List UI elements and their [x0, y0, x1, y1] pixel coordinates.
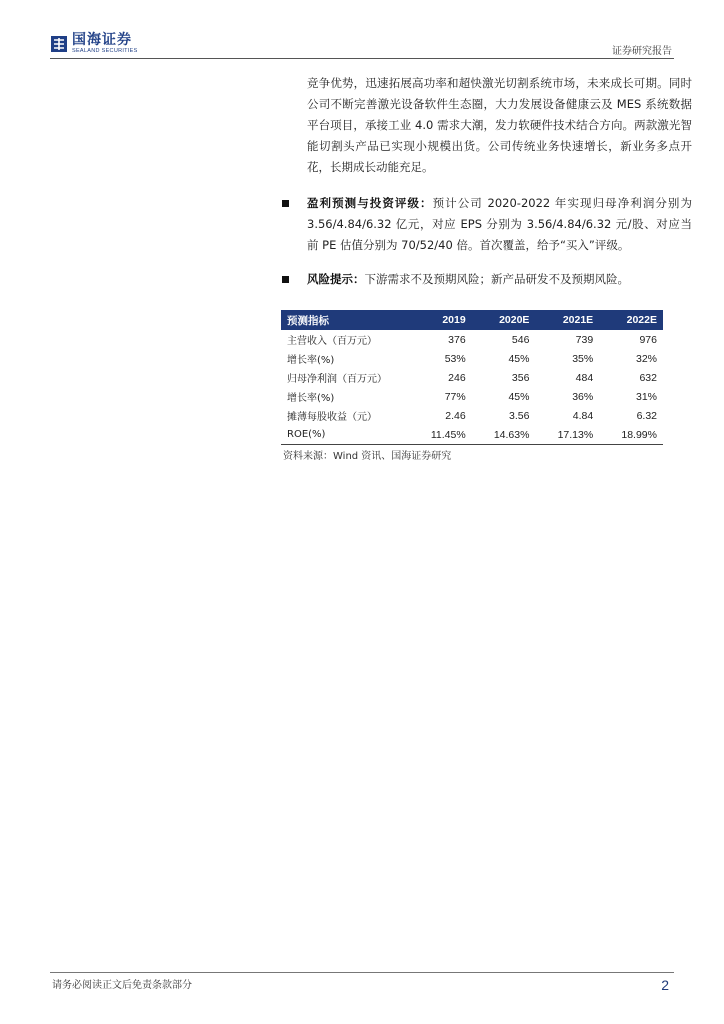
bullet-title: 风险提示： — [307, 272, 365, 286]
body-paragraph: 竞争优势，迅速拓展高功率和超快激光切割系统市场，未来成长可期。同时公司不断完善激光设备软件生态圈，大力发展设备健康云及 MES 系统数据平台项目，承接工业 4.0 需求大潮，发力软硬件技术结合方向。两款激光智能切割头产品已实现小规模出货。公司传统业务快速增长，新业务多点开花，长期成长动能充足。 — [307, 76, 692, 174]
table-cell: 246 — [448, 371, 466, 384]
table-header-cell: 2021E — [535, 310, 599, 330]
bullet-title: 盈利预测与投资评级： — [307, 196, 433, 210]
square-bullet-icon — [282, 200, 289, 207]
table-cell: 976 — [639, 333, 657, 346]
table-cell: 摊薄每股收益（元） — [287, 412, 377, 423]
table-row — [281, 330, 663, 349]
table-source-note: 资料来源：Wind 资讯、国海证券研究 — [283, 451, 452, 462]
table-row — [281, 406, 663, 425]
table-cell: 增长率(%) — [287, 393, 335, 404]
page-number: 2 — [661, 977, 669, 993]
table-cell: 356 — [511, 371, 530, 384]
table-header-cell: 预测指标 — [281, 310, 409, 330]
square-bullet-icon — [282, 276, 289, 283]
table-cell: 45% — [508, 390, 530, 403]
table-cell: 632 — [639, 371, 657, 384]
report-type-label: 证券研究报告 — [612, 46, 672, 57]
table-cell: 31% — [635, 390, 657, 403]
table-cell: 484 — [575, 371, 594, 384]
page-header — [0, 0, 724, 60]
table-cell: 35% — [572, 352, 594, 365]
table-cell: 36% — [572, 390, 594, 403]
table-cell: ROE(%) — [281, 425, 409, 445]
table-cell: 增长率(%) — [287, 355, 335, 366]
table-row — [281, 387, 663, 406]
table-cell: 17.13% — [535, 425, 599, 445]
table-header-cell: 2020E — [472, 310, 536, 330]
sealand-logo-icon — [50, 35, 68, 53]
table-cell: 11.45% — [409, 425, 472, 445]
bullet-risk-warning — [282, 269, 692, 290]
table-cell: 3.56 — [509, 409, 530, 422]
bullet-text: 预计公司 2020-2022 年实现归母净利润分别为 3.56/4.84/6.32 亿元，对应 EPS 分别为 3.56/4.84/6.32 元/股、对应当前 PE 估值分别为 70/52/40 倍。首次覆盖，给予“买入”评级。 — [307, 196, 692, 252]
table-cell: 2.46 — [445, 409, 466, 422]
table-cell: 主营收入（百万元） — [287, 336, 377, 347]
table-cell: 14.63% — [472, 425, 536, 445]
table-cell: 归母净利润（百万元） — [287, 374, 387, 385]
table-header-cell: 2019 — [409, 310, 472, 330]
table-cell: 376 — [448, 333, 466, 346]
forecast-table — [281, 310, 663, 445]
table-header-cell: 2022E — [599, 310, 663, 330]
table-cell: 739 — [575, 333, 594, 346]
company-logo — [50, 33, 138, 55]
footer-disclaimer: 请务必阅读正文后免责条款部分 — [52, 980, 192, 991]
table-header-row — [281, 310, 663, 330]
footer-divider — [50, 972, 674, 973]
table-row — [281, 425, 663, 445]
logo-english-name: SEALAND SECURITIES — [72, 48, 138, 55]
table-cell: 6.32 — [636, 409, 657, 422]
header-divider — [50, 58, 674, 59]
table-cell: 45% — [508, 352, 530, 365]
table-cell: 77% — [444, 390, 466, 403]
bullet-earnings-forecast — [282, 193, 692, 256]
table-cell: 4.84 — [572, 409, 594, 422]
bullet-text: 下游需求不及预期风险；新产品研发不及预期风险。 — [364, 272, 629, 286]
table-row — [281, 349, 663, 368]
table-cell: 32% — [635, 352, 657, 365]
logo-chinese-name: 国海证券 — [72, 32, 132, 49]
table-cell: 546 — [511, 333, 530, 346]
table-row — [281, 368, 663, 387]
table-cell: 18.99% — [599, 425, 663, 445]
table-cell: 53% — [444, 352, 466, 365]
